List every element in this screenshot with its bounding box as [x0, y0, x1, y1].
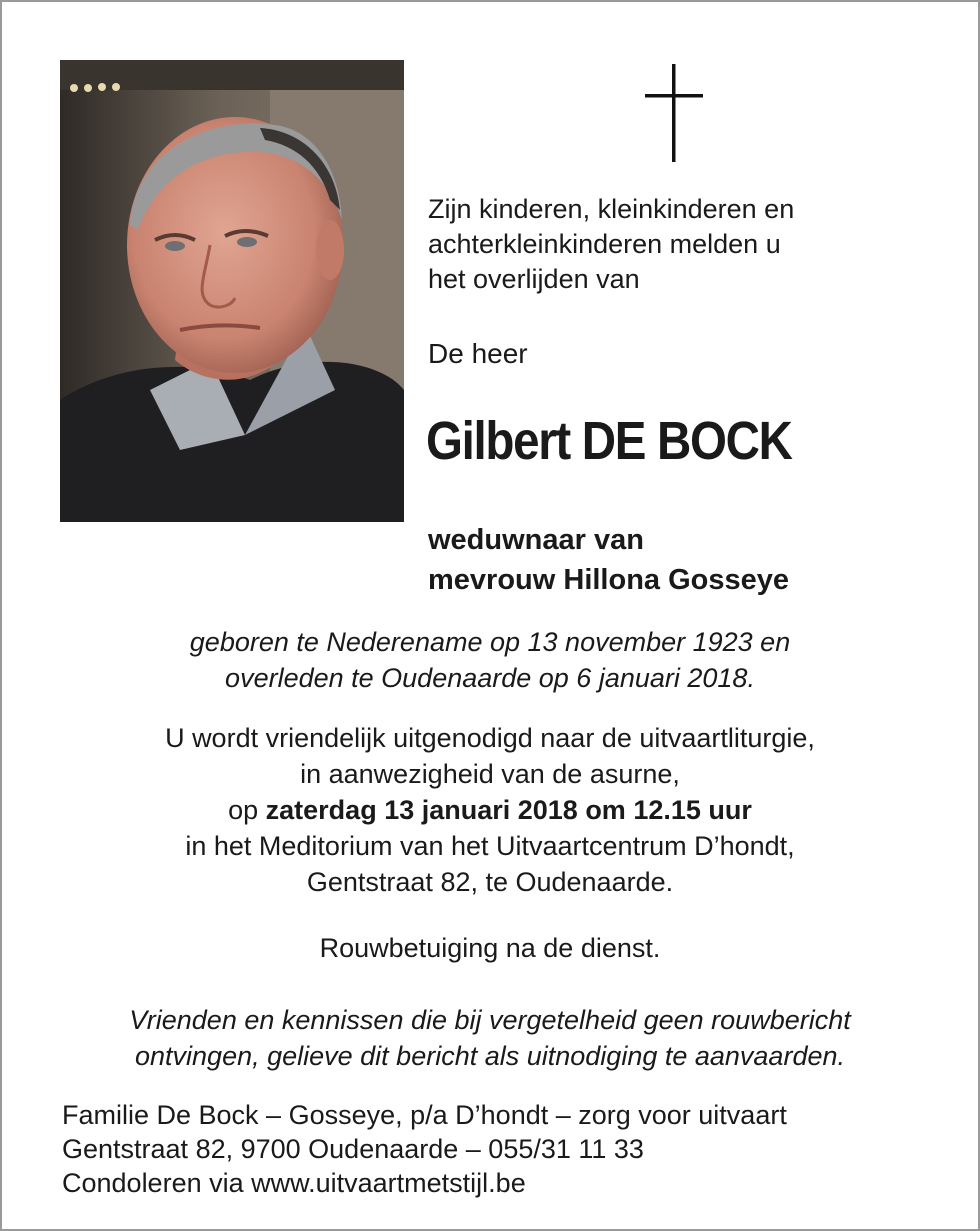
- invite-line: in het Meditorium van het Uitvaartcentrum D’hondt,: [185, 831, 795, 861]
- intro-line: achterkleinkinderen melden u: [428, 229, 781, 259]
- cross-icon: [645, 64, 703, 162]
- invite-date: zaterdag 13 januari 2018 om 12.15 uur: [265, 795, 752, 825]
- birth-line: geboren te Nederename op 13 november 1923 en: [189, 627, 791, 657]
- spouse-line: weduwnaar van: [428, 524, 644, 556]
- title-prefix: De heer: [428, 338, 528, 369]
- birth-death-info: [2, 624, 978, 696]
- friends-line: ontvingen, gelieve dit bericht als uitnodiging te aanvaarden.: [135, 1041, 845, 1071]
- friends-line: Vrienden en kennissen die bij vergetelheid geen rouwbericht: [129, 1005, 851, 1035]
- family-line: Familie De Bock – Gosseye, p/a D’hondt – zorg voor uitvaart: [62, 1100, 787, 1130]
- intro-line: het overlijden van: [428, 264, 640, 294]
- invite-line: Gentstraat 82, te Oudenaarde.: [306, 867, 674, 897]
- condolence-note: Rouwbetuiging na de dienst.: [319, 933, 661, 963]
- deceased-name: Gilbert DE BOCK: [426, 411, 792, 471]
- invite-date-line: [2, 792, 978, 828]
- condolence-website[interactable]: Condoleren via www.uitvaartmetstijl.be: [62, 1168, 526, 1198]
- invite-line: U wordt vriendelijk uitgenodigd naar de uitvaartliturgie,: [165, 723, 815, 753]
- friends-note: [2, 1002, 978, 1074]
- death-line: overleden te Oudenaarde op 6 januari 2018.: [225, 663, 755, 693]
- intro-text: [428, 192, 928, 297]
- spouse-info: [428, 520, 789, 600]
- funeral-invitation: [2, 720, 978, 900]
- family-contact: [62, 1098, 787, 1200]
- spouse-name: mevrouw Hillona Gosseye: [428, 564, 790, 596]
- invite-line: in aanwezigheid van de asurne,: [300, 759, 680, 789]
- portrait-photo: [60, 60, 404, 522]
- intro-line: Zijn kinderen, kleinkinderen en: [428, 194, 795, 224]
- invite-date-prefix: op: [228, 795, 266, 825]
- family-address: Gentstraat 82, 9700 Oudenaarde – 055/31 11 33: [62, 1134, 644, 1164]
